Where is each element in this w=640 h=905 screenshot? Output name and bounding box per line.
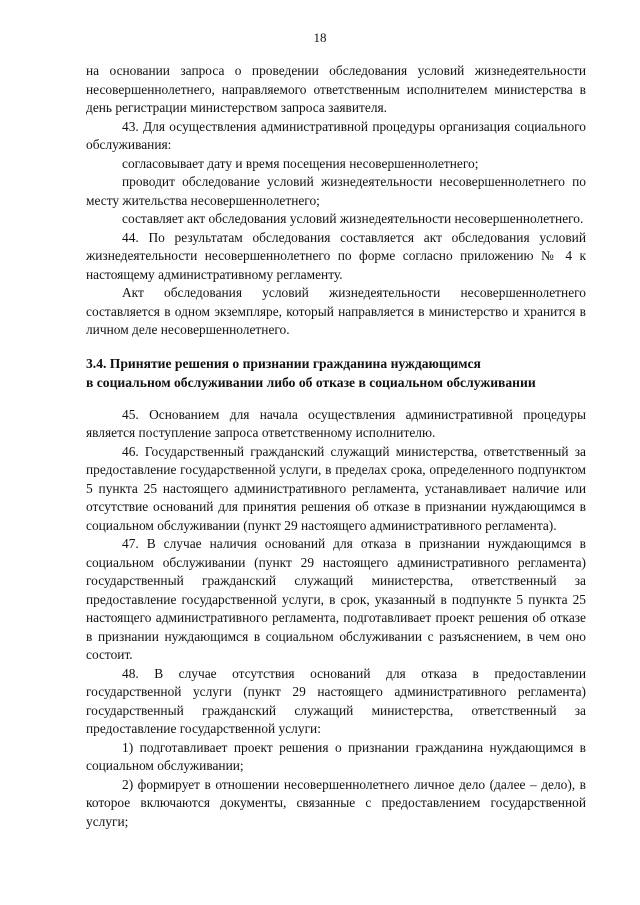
paragraph-intro: на основании запроса о проведении обследования условий жизнедеятельности несовершеннолетнего, направляемого ответственным исполнителем министерства в день регистрации министерством запроса заявителя. [86, 63, 586, 115]
paragraph-43-item-3: составляет акт обследования условий жизнедеятельности несовершеннолетнего. [122, 211, 584, 226]
paragraph-47: 47. В случае наличия оснований для отказа в признании нуждающимся в социальном обслуживании (пункт 29 настоящего административного регламента) государственный гражданский служащий министерства, ответственный за предоставление государственной услуги, в срок, указанный в подпункте 5 пункта 25 настоящего административного регламента, подготавливает проект решения об отказе в признании нуждающимся в социальном обслуживании с разъяснением, в чем оно состоит. [86, 536, 586, 662]
paragraph-45: 45. Основанием для начала осуществления административной процедуры является поступление запроса ответственному исполнителю. [86, 406, 586, 440]
section-heading-line-1: 3.4. Принятие решения о признании гражданина нуждающимся [86, 355, 481, 371]
section-gap [86, 392, 586, 406]
paragraph-46: 46. Государственный гражданский служащий министерства, ответственный за предоставление государственной услуги, в пределах срока, определенного подпунктом 5 пункта 25 настоящего административного регламента, устанавливает наличие или отсутствие оснований для принятия решения об отказе в признании нуждающимся в социальном обслуживании (пункт 29 настоящего административного регламента). [86, 443, 586, 533]
paragraph-44-act: Акт обследования условий жизнедеятельности несовершеннолетнего составляется в одном экземпляре, который направляется в министерство и хранится в личном деле несовершеннолетнего. [86, 285, 586, 337]
paragraph-48: 48. В случае отсутствия оснований для отказа в предоставлении государственной услуги (пункт 29 настоящего административного регламента) государственный гражданский служащий министерства, ответственный за предоставление государственной услуги: [86, 665, 586, 736]
paragraph-44: 44. По результатам обследования составляется акт обследования условий жизнедеятельности несовершеннолетнего по форме согласно приложению № 4 к настоящему административному регламенту. [86, 229, 586, 282]
paragraph-48-item-1: 1) подготавливает проект решения о признании гражданина нуждающимся в социальном обслуживании; [86, 739, 586, 773]
paragraph-43: 43. Для осуществления административной процедуры организация социального обслуживания: [86, 118, 586, 152]
page-number: 18 [313, 30, 327, 45]
paragraph-48-item-2: 2) формирует в отношении несовершеннолетнего личное дело (далее – дело), в которое включаются документы, связанные с предоставлением государственной услуги; [86, 776, 586, 829]
paragraph-43-item-1: согласовывает дату и время посещения несовершеннолетнего; [122, 155, 479, 171]
paragraph-43-item-2: проводит обследование условий жизнедеятельности несовершеннолетнего по месту жительства несовершеннолетнего; [86, 174, 586, 208]
document-body [86, 62, 586, 831]
section-heading-line-2: в социальном обслуживании либо об отказе в социальном обслуживании [86, 374, 536, 390]
section-gap [86, 340, 586, 354]
